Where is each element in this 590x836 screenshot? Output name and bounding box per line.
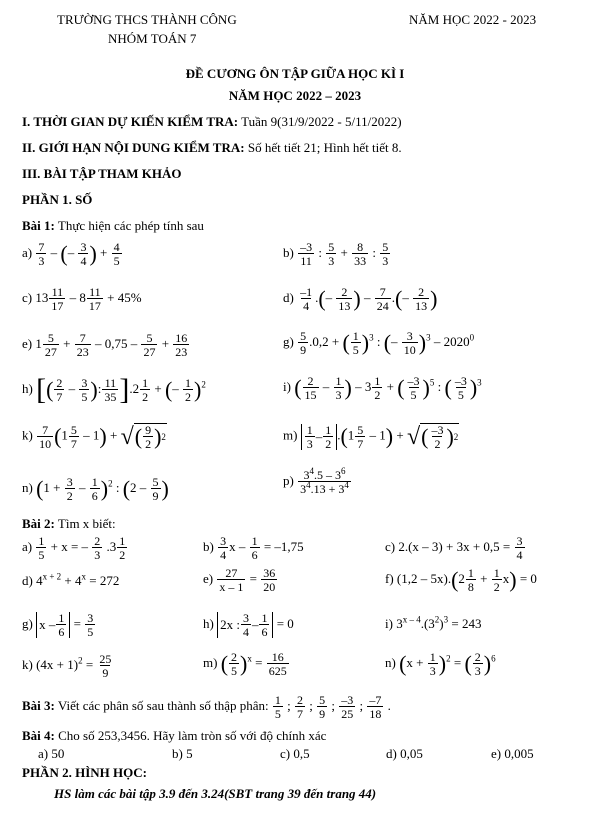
section-1 xyxy=(22,114,402,130)
bai-2-d: d) $4^{x + 2} + 4^x = 272$ xyxy=(22,571,120,588)
bai-2-c: c) 2.(x – 3) + 3x + 0,5 = $\frac{3}{4}$ xyxy=(385,534,523,562)
school-year: NĂM HỌC 2022 - 2023 xyxy=(409,12,537,27)
bai-4-option-b: b) 5 xyxy=(172,746,193,761)
bai-1-i: i) ( $\frac{2}{15}$ – $\frac{1}{3}$ ) – 3 $\frac{1}{2}$ + ( $\frac{-3}{5}$ )$^5$ : ( $\frac{-3}{5}$ )$^3$ xyxy=(283,374,482,402)
bai-1-g: g) $\frac{5}{9}$ .0,2 + ( $\frac{1}{5}$ )$^3$ : (– $\frac{3}{10}$ )$^3$ – 2020$^0$ xyxy=(283,329,475,357)
bai-2-m: m) ( $\frac{2}{5}$ )$^x$ = $\frac{16}{625}$ xyxy=(203,650,287,678)
bai-2-n: n) (x + $\frac{1}{3}$ )$^2$ = ( $\frac{2}{3}$ )$^6$ xyxy=(385,650,496,678)
bai-2-heading xyxy=(22,516,116,532)
hinh-hoc-note: HS làm các bài tập 3.9 đến 3.24(SBT trang 39 đến trang 44) xyxy=(54,786,377,801)
bai-1-k: k) $\frac{7}{10}$ (1 $\frac{5}{7}$ – 1) + √ ( 9 2 ) 2 xyxy=(22,422,166,451)
bai-1-c: c) 13 $\frac{11}{17}$ – 8 $\frac{11}{17}$ + 45% xyxy=(22,285,142,313)
bai-4-option-a: a) 50 xyxy=(38,746,65,761)
section-2-value: Số hết tiết 21; Hình hết tiết 8. xyxy=(244,140,402,155)
bai-2-b: b) $\frac{3}{4}$ x – $\frac{1}{6}$ = –1,75 xyxy=(203,534,304,562)
doc-title: ĐỀ CƯƠNG ÔN TẬP GIỮA HỌC KÌ I xyxy=(185,66,405,81)
section-1-label: I. THỜI GIAN DỰ KIẾN KIỂM TRA: xyxy=(22,114,239,129)
section-2 xyxy=(22,140,402,156)
school-name: TRƯỜNG THCS THÀNH CÔNG xyxy=(57,12,237,27)
bai-3-text: Viết các phân số sau thành số thập phân: xyxy=(54,697,269,713)
bai-2-g: g) x – 1 6 = $\frac{3}{5}$ xyxy=(22,611,94,639)
bai-1-label: Bài 1: xyxy=(22,218,55,233)
section-3-label: III. BÀI TẬP THAM KHẢO xyxy=(22,166,182,181)
doc-subtitle: NĂM HỌC 2022 – 2023 xyxy=(228,88,362,103)
bai-2-a: a) $\frac{1}{5}$ + x = – $\frac{2}{3}$ .3 $\frac{1}{2}$ xyxy=(22,534,126,562)
bai-2-label: Bài 2: xyxy=(22,516,55,531)
bai-2-k: k) $(4x + 1)^2$ = $\frac{25}{9}$ xyxy=(22,652,112,680)
bai-1-d: d) $\frac{-1}{4}$ .(– $\frac{2}{13}$ ) – $\frac{7}{24}$ .(– $\frac{2}{13}$ ) xyxy=(283,285,438,313)
bai-2-i: i) $3^{x - 4}.(3^2)^3 = 243$ xyxy=(385,614,482,631)
bai-4 xyxy=(22,728,326,744)
bai-1-text: Thực hiện các phép tính sau xyxy=(54,218,204,233)
section-1-value: Tuần 9(31/9/2022 - 5/11/2022) xyxy=(238,114,402,129)
bai-2-e: e) $\frac{27}{x - 1}$ = $\frac{36}{20}$ xyxy=(203,566,276,594)
bai-2-text: Tìm x biết: xyxy=(54,516,116,531)
section-2-label: II. GIỚI HẠN NỘI DUNG KIỂM TRA: xyxy=(22,140,245,155)
bai-1-e: e) 1 $\frac{5}{27}$ + $\frac{7}{23}$ – 0,75 – $\frac{5}{27}$ + $\frac{16}{23}$ xyxy=(22,331,188,359)
bai-4-option-d: d) 0,05 xyxy=(386,746,423,761)
bai-4-option-c: c) 0,5 xyxy=(280,746,310,761)
bai-2-f: f) (1,2 – 5x).(2 $\frac{1}{8}$ + $\frac{1}{2}$ x) = 0 xyxy=(385,566,537,594)
part-2-label: PHẦN 2. HÌNH HỌC: xyxy=(22,765,147,780)
bai-4-option-e: e) 0,005 xyxy=(491,746,534,761)
bai-4-label: Bài 4: xyxy=(22,728,55,743)
group-name: NHÓM TOÁN 7 xyxy=(108,31,197,46)
bai-4-text: Cho số 253,3456. Hãy làm tròn số với độ chính xác xyxy=(54,728,327,743)
bai-1-a: a) $\frac{7}{3}$ – (– $\frac{3}{4}$ ) + $\frac{4}{5}$ xyxy=(22,240,120,268)
bai-1-m: m) 1 3 – 1 2 .(1 $\frac{5}{7}$ – 1) + √ ( –3 2 ) 2 xyxy=(283,422,459,451)
bai-3: Bài 3: Viết các phân số sau thành số thập phân: $\frac{1}{5}$ ; $\frac{2}{7}$ ; $\frac{5}{9}$ ; $\frac{-3}{25}$ ; $\frac{-7}{18}$ . xyxy=(22,693,391,721)
bai-1-p: p) $\frac{3^4.5 - 3^6}{3^4.13 + 3^4}$ xyxy=(283,466,349,496)
bai-2-h: h) 2x : 3 4 – 1 6 = 0 xyxy=(203,611,294,639)
bai-1-heading xyxy=(22,218,204,234)
bai-1-n: n) (1 + $\frac{3}{2}$ – $\frac{1}{6}$ )$^2$ : (2 – $\frac{5}{9}$ ) xyxy=(22,475,169,503)
bai-1-h: h) [( $\frac{2}{7}$ – $\frac{3}{5}$ ): $\frac{11}{35}$ ].2 $\frac{1}{2}$ + (– $\frac{1}{2}$ )$^2$ xyxy=(22,373,206,406)
part-1-label: PHẦN 1. SỐ xyxy=(22,192,93,207)
bai-1-b: b) $\frac{-3}{11}$ : $\frac{5}{3}$ + $\frac{8}{33}$ : $\frac{5}{3}$ xyxy=(283,240,389,268)
bai-3-label: Bài 3: xyxy=(22,697,55,713)
